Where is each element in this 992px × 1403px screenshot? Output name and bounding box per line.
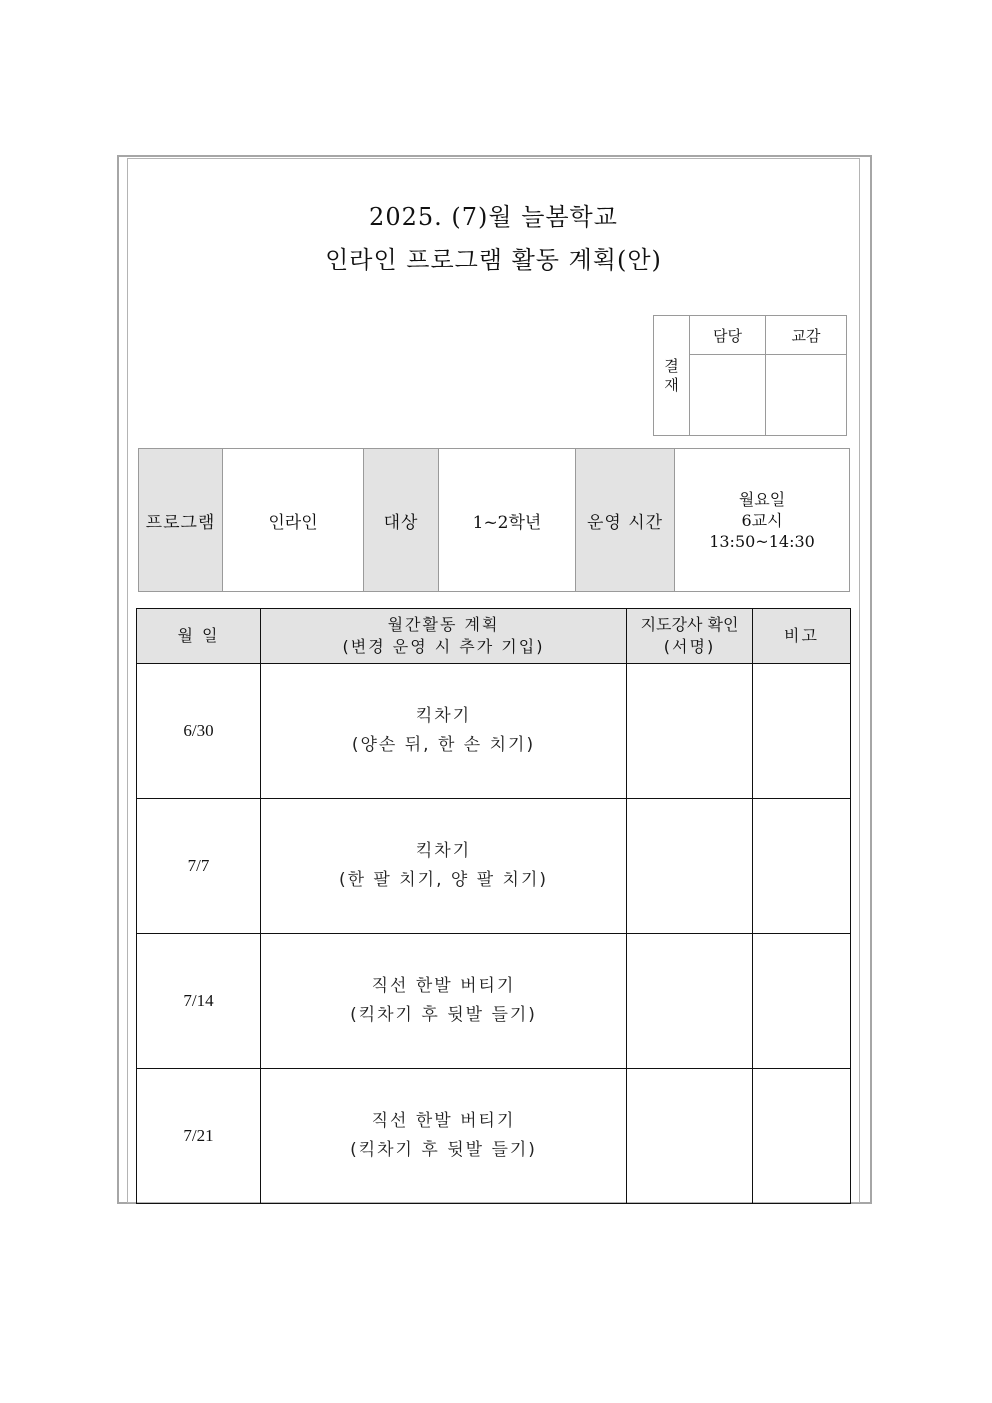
row-plan-line1: 킥차기 bbox=[415, 841, 472, 861]
table-row bbox=[137, 664, 851, 799]
row-date: 7/7 bbox=[137, 799, 261, 934]
time-label: 운영 시간 bbox=[576, 449, 675, 592]
program-label: 프로그램 bbox=[139, 449, 223, 592]
row-confirm[interactable] bbox=[627, 1069, 753, 1204]
header-note: 비고 bbox=[753, 609, 851, 664]
row-date: 7/21 bbox=[137, 1069, 261, 1204]
row-date: 6/30 bbox=[137, 664, 261, 799]
header-confirm-line1: 지도강사 확인 bbox=[640, 615, 739, 634]
approval-header-vice-principal: 교감 bbox=[766, 316, 847, 355]
time-value bbox=[675, 449, 850, 592]
row-confirm[interactable] bbox=[627, 664, 753, 799]
row-note[interactable] bbox=[753, 799, 851, 934]
row-confirm[interactable] bbox=[627, 799, 753, 934]
table-row bbox=[137, 934, 851, 1069]
approval-label-char2: 재 bbox=[664, 375, 679, 394]
time-range: 13:50~14:30 bbox=[709, 531, 815, 551]
header-date: 월 일 bbox=[137, 609, 261, 664]
row-plan bbox=[261, 1069, 627, 1204]
table-row bbox=[137, 799, 851, 934]
header-plan-line2: (변경 운영 시 추가 기입) bbox=[342, 637, 545, 656]
row-plan-line2: (킥차기 후 뒷발 들기) bbox=[350, 1140, 537, 1160]
target-label: 대상 bbox=[364, 449, 439, 592]
row-confirm[interactable] bbox=[627, 934, 753, 1069]
document-title-line2: 인라인 프로그램 활동 계획(안) bbox=[325, 246, 662, 274]
row-plan-line2: (양손 뒤, 한 손 치기) bbox=[351, 735, 536, 755]
time-period: 6교시 bbox=[741, 510, 783, 530]
table-row bbox=[137, 1069, 851, 1204]
header-plan bbox=[261, 609, 627, 664]
document-title-line1: 2025. (7)월 늘봄학교 bbox=[369, 203, 618, 231]
program-info-table bbox=[138, 448, 850, 592]
row-plan-line1: 직선 한발 버티기 bbox=[371, 1111, 516, 1131]
row-plan bbox=[261, 664, 627, 799]
header-plan-line1: 월간활동 계획 bbox=[387, 615, 500, 634]
row-plan-line1: 직선 한발 버티기 bbox=[371, 976, 516, 996]
row-plan-line2: (킥차기 후 뒷발 들기) bbox=[350, 1005, 537, 1025]
approval-label bbox=[654, 316, 690, 436]
row-date: 7/14 bbox=[137, 934, 261, 1069]
approval-table bbox=[653, 315, 847, 436]
row-plan-line1: 킥차기 bbox=[415, 706, 472, 726]
program-value: 인라인 bbox=[223, 449, 364, 592]
approval-header-manager: 담당 bbox=[690, 316, 766, 355]
row-plan bbox=[261, 799, 627, 934]
row-note[interactable] bbox=[753, 1069, 851, 1204]
row-note[interactable] bbox=[753, 934, 851, 1069]
time-day: 월요일 bbox=[738, 489, 786, 509]
header-confirm bbox=[627, 609, 753, 664]
target-value: 1~2학년 bbox=[439, 449, 576, 592]
header-confirm-line2: (서명) bbox=[663, 637, 716, 656]
schedule-header-row bbox=[137, 609, 851, 664]
approval-sign-vice-principal[interactable] bbox=[766, 355, 847, 436]
schedule-table bbox=[136, 608, 851, 1204]
row-note[interactable] bbox=[753, 664, 851, 799]
row-plan bbox=[261, 934, 627, 1069]
row-plan-line2: (한 팔 치기, 양 팔 치기) bbox=[338, 870, 549, 890]
approval-label-char1: 결 bbox=[664, 356, 679, 375]
approval-sign-manager[interactable] bbox=[690, 355, 766, 436]
